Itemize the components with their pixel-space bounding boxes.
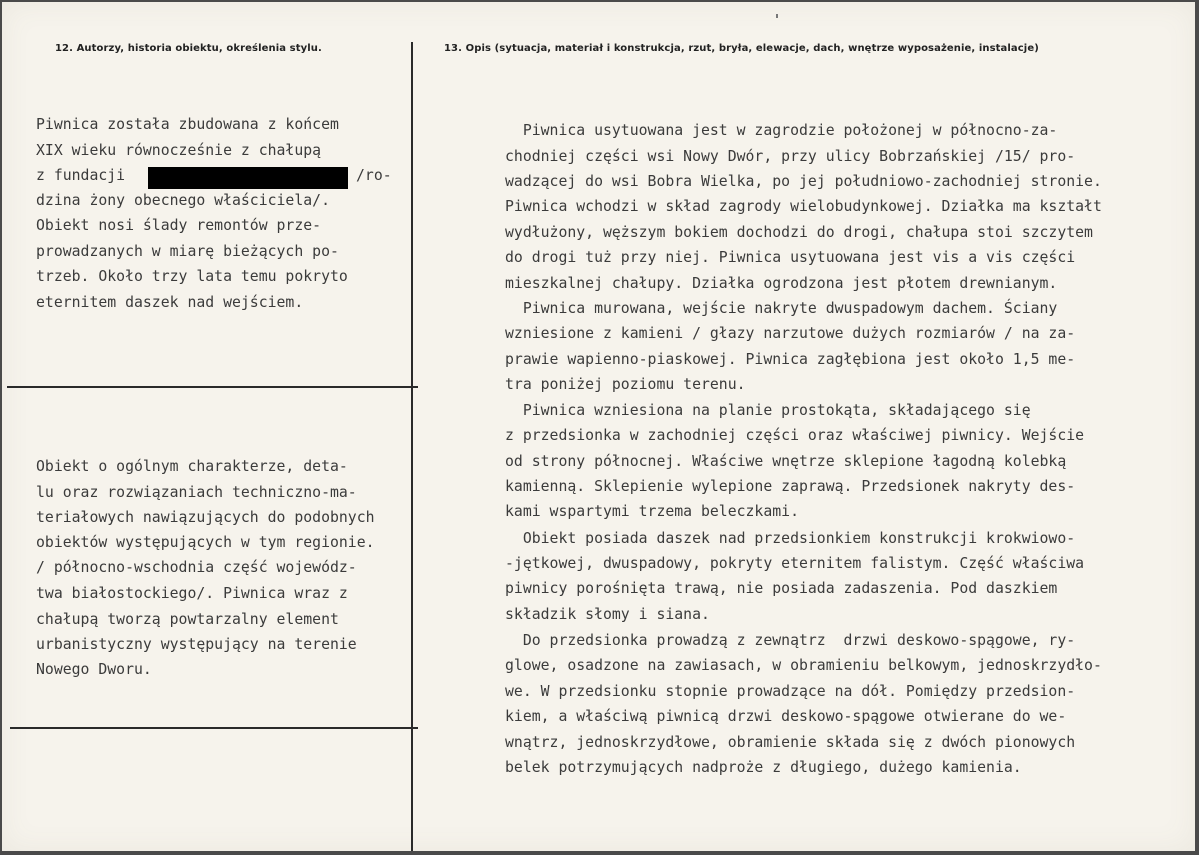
style-line: lu oraz rozwiązaniach techniczno-ma-: [36, 484, 357, 501]
history-line: XIX wieku równocześnie z chałupą: [36, 142, 322, 159]
description-line: piwnicy porośnięta trawą, nie posiada zadaszenia. Pod daszkiem: [505, 580, 1058, 597]
style-line: twa białostockiego/. Piwnica wraz z: [36, 585, 348, 602]
column-divider: [411, 42, 413, 851]
description-line: belek potrzymujących nadproże z długiego, dużego kamienia.: [505, 759, 1022, 776]
description-line: Piwnica wchodzi w skład zagrody wielobudynkowej. Działka ma kształt: [505, 198, 1102, 215]
description-line: we. W przedsionku stopnie prowadzące na dół. Pomiędzy przedsion-: [505, 683, 1076, 700]
description-line: składzik słomy i siana.: [505, 606, 710, 623]
description-line: Obiekt posiada daszek nad przedsionkiem konstrukcji krokwiowo-: [505, 530, 1076, 547]
style-line: Nowego Dworu.: [36, 661, 152, 678]
description-line: wydłużony, węższym bokiem dochodzi do drogi, chałupa stoi szczytem: [505, 224, 1093, 241]
style-line: obiektów występujących w tym regionie.: [36, 534, 375, 551]
description-line: do drogi tuż przy niej. Piwnica usytuowana jest vis a vis części: [505, 249, 1076, 266]
history-line: z fundacji: [36, 167, 126, 184]
section-12-header: 12. Autorzy, historia obiektu, określenia stylu.: [55, 43, 322, 54]
style-line: Obiekt o ogólnym charakterze, deta-: [36, 458, 348, 475]
description-line: -jętkowej, dwuspadowy, pokryty eternitem falistym. Część właściwa: [505, 555, 1085, 572]
history-line: /ro-: [356, 167, 392, 184]
history-line: eternitem daszek nad wejściem.: [36, 294, 304, 311]
description-line: wzniesione z kamieni / głazy narzutowe dużych rozmiarów / na za-: [505, 325, 1076, 342]
description-line: Piwnica wzniesiona na planie prostokąta, składającego się: [505, 402, 1031, 419]
style-line: teriałowych nawiązujących do podobnych: [36, 509, 375, 526]
style-line: / północno-wschodnia część wojewódz-: [36, 559, 357, 576]
description-line: wadzącej do wsi Bobra Wielka, po jej południowo-zachodniej stronie.: [505, 173, 1102, 190]
document-page: [2, 2, 1195, 851]
description-line: glowe, osadzone na zawiasach, w obramieniu belkowym, jednoskrzydło-: [505, 657, 1102, 674]
description-line: wnątrz, jednoskrzydłowe, obramienie składa się z dwóch pionowych: [505, 734, 1076, 751]
description-line: kamienną. Sklepienie wylepione zaprawą. Przedsionek nakryty des-: [505, 478, 1076, 495]
history-line: dzina żony obecnego właściciela/.: [36, 192, 330, 209]
row-divider-lower: [10, 727, 418, 729]
description-line: od strony północnej. Właściwe wnętrze sklepione łagodną kolebką: [505, 453, 1067, 470]
description-line: kiem, a właściwą piwnicą drzwi deskowo-spągowe otwierane do we-: [505, 708, 1067, 725]
style-line: urbanistyczny występujący na terenie: [36, 636, 357, 653]
style-line: chałupą tworzą powtarzalny element: [36, 611, 339, 628]
description-line: chodniej części wsi Nowy Dwór, przy ulicy Bobrzańskiej /15/ pro-: [505, 148, 1076, 165]
description-line: Piwnica usytuowana jest w zagrodzie położonej w północno-za-: [505, 122, 1058, 139]
history-line: trzeb. Około trzy lata temu pokryto: [36, 268, 348, 285]
paper-mark: [776, 14, 778, 18]
history-line: Obiekt nosi ślady remontów prze-: [36, 217, 322, 234]
description-line: kami wspartymi trzema beleczkami.: [505, 503, 799, 520]
row-divider-upper: [7, 386, 418, 388]
description-line: Piwnica murowana, wejście nakryte dwuspadowym dachem. Ściany: [505, 300, 1058, 317]
history-line: Piwnica została zbudowana z końcem: [36, 116, 339, 133]
description-line: z przedsionka w zachodniej części oraz właściwej piwnicy. Wejście: [505, 427, 1085, 444]
history-line: prowadzanych w miarę bieżących po-: [36, 243, 339, 260]
description-line: Do przedsionka prowadzą z zewnątrz drzwi deskowo-spągowe, ry-: [505, 632, 1076, 649]
description-line: tra poniżej poziomu terenu.: [505, 376, 746, 393]
description-line: mieszkalnej chałupy. Działka ogrodzona jest płotem drewnianym.: [505, 275, 1058, 292]
redaction-bar: [148, 167, 348, 189]
description-line: prawie wapienno-piaskowej. Piwnica zagłębiona jest około 1,5 me-: [505, 351, 1076, 368]
section-13-header: 13. Opis (sytuacja, materiał i konstrukcja, rzut, bryła, elewacje, dach, wnętrze wyposażenie, instalacje): [444, 43, 1039, 54]
